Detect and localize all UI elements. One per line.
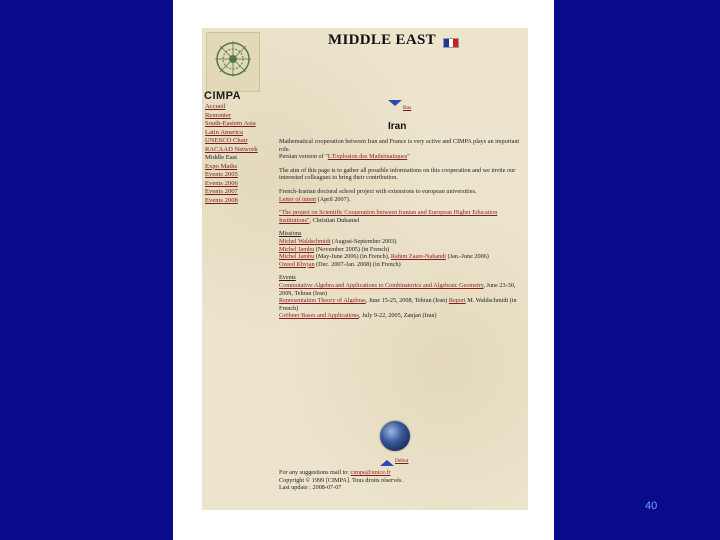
project-paragraph <box>279 188 523 203</box>
main-content <box>279 138 523 326</box>
report-link[interactable]: Report <box>448 297 466 305</box>
mission-link[interactable]: Michel Waldschmidt <box>279 237 331 245</box>
slide-page-number: 40 <box>645 500 658 512</box>
up-arrow-icon[interactable] <box>380 460 394 466</box>
mission-link[interactable]: Ozeed Khvjan <box>279 260 315 268</box>
intro-text-3: " <box>407 153 410 161</box>
event-detail: M. Waldschmidt (in French) <box>279 297 517 312</box>
sidebar-item-south-eastern-asia[interactable]: South-Eastern Asia <box>205 120 256 127</box>
cimpa-logo-icon <box>206 32 260 92</box>
sidebar-item-events-2008[interactable]: Events 2008 <box>205 196 238 204</box>
sidebar-item-racaad-network[interactable]: RACAAD Network <box>205 145 258 153</box>
sidebar-item-expo-maths[interactable]: Expo Maths <box>205 162 238 170</box>
mission-detail: (November 2005) (in French) <box>314 245 390 253</box>
sidebar-item-events-2007[interactable]: Events 2007 <box>205 188 238 195</box>
french-flag-icon[interactable] <box>443 38 459 48</box>
event-detail: , June 23-30, 2009, Tehran (Iran) <box>279 281 516 297</box>
footer-last-update: Last update : 2008-07-07 <box>279 484 342 492</box>
mission-link[interactable]: Michel Jambu <box>279 253 315 261</box>
intro-paragraph <box>279 138 523 161</box>
page-title: MIDDLE EAST <box>328 32 436 48</box>
footer-contact <box>279 469 523 477</box>
cooperation-project-link[interactable]: "The project on Scientific Cooperation between Iranian and European Higher Education Institutions" <box>279 209 498 224</box>
missions-section <box>279 230 523 268</box>
mission-detail: (May-June 2006) (in French), <box>314 253 391 261</box>
mission-detail: (Jan.-June 2006) <box>446 253 489 261</box>
sidebar-item-events-2006[interactable]: Events 2006 <box>205 179 238 187</box>
project-date: (April 2007). <box>316 195 351 203</box>
footer-copyright: Copyright © 1999 [CIMPA]. Tous droits réservés. <box>279 476 403 484</box>
missions-heading: Missions <box>279 230 302 238</box>
intro-text: Mathematical cooperation between Iran and France is very active and CIMPA plays an important role. <box>279 138 520 153</box>
mission-detail: (August-September 2003) <box>330 237 397 245</box>
sidebar-item-accueil[interactable]: Accueil <box>205 103 226 110</box>
page-footer <box>279 469 523 492</box>
intro-text-2: Persian version of " <box>279 153 328 161</box>
sidebar-item-unesco-chair[interactable]: UNESCO Chair <box>205 137 248 144</box>
letter-of-intent-link[interactable]: Letter of intent <box>279 195 317 203</box>
event-link[interactable]: Gröbner Bases and Applications <box>279 312 359 320</box>
cooperation-author: , Christian Duhamel <box>309 216 360 224</box>
events-heading: Events <box>279 274 296 282</box>
mission-detail: (Dec. 2007-Jan. 2008) (in French) <box>314 260 401 268</box>
explosion-maths-link[interactable]: L'Explosion des Mathématiques <box>327 153 408 161</box>
debut-link[interactable]: Début <box>395 458 409 464</box>
down-arrow-icon[interactable] <box>388 100 402 106</box>
sidebar-item-middle-east: Middle East <box>205 154 238 161</box>
globe-icon <box>380 421 410 451</box>
web-page-screenshot <box>202 28 528 510</box>
event-link[interactable]: Commutative Algebra and Applications to Combinatorics and Algebraic Geometry <box>279 281 484 289</box>
brand-name: CIMPA <box>204 90 242 102</box>
sidebar-item-events-2005[interactable]: Events 2005 <box>205 171 238 178</box>
sidebar-nav <box>205 103 269 205</box>
footer-contact-text: For any suggestions mail to: <box>279 469 351 476</box>
event-detail: , June 15-25, 2008, Tehran (Iran) <box>365 297 449 305</box>
email-link[interactable]: cimpa@unice.fr <box>350 469 391 476</box>
bas-link[interactable]: Bas <box>403 105 412 111</box>
aim-paragraph: The aim of this page is to gather all possible informations on this cooperation and we invite our interested colleagues to bring their contribution. <box>279 166 516 182</box>
sidebar-item-latin-america[interactable]: Latin America <box>205 128 243 136</box>
event-detail: , July 9-22, 2005, Zanjan (Iran) <box>358 312 437 320</box>
section-title: Iran <box>388 121 407 132</box>
project-text: French-Iranian doctoral school project with extensions to european universities. <box>279 187 477 195</box>
events-section <box>279 274 523 320</box>
mission-link[interactable]: Rahim Zaare-Nahandi <box>390 253 447 261</box>
event-link[interactable]: Representation Theory of Algebras <box>279 297 366 305</box>
cooperation-paragraph <box>279 209 523 224</box>
mission-link[interactable]: Michel Jambu <box>279 245 315 253</box>
sidebar-item-remonter[interactable]: Remonter <box>205 111 232 119</box>
